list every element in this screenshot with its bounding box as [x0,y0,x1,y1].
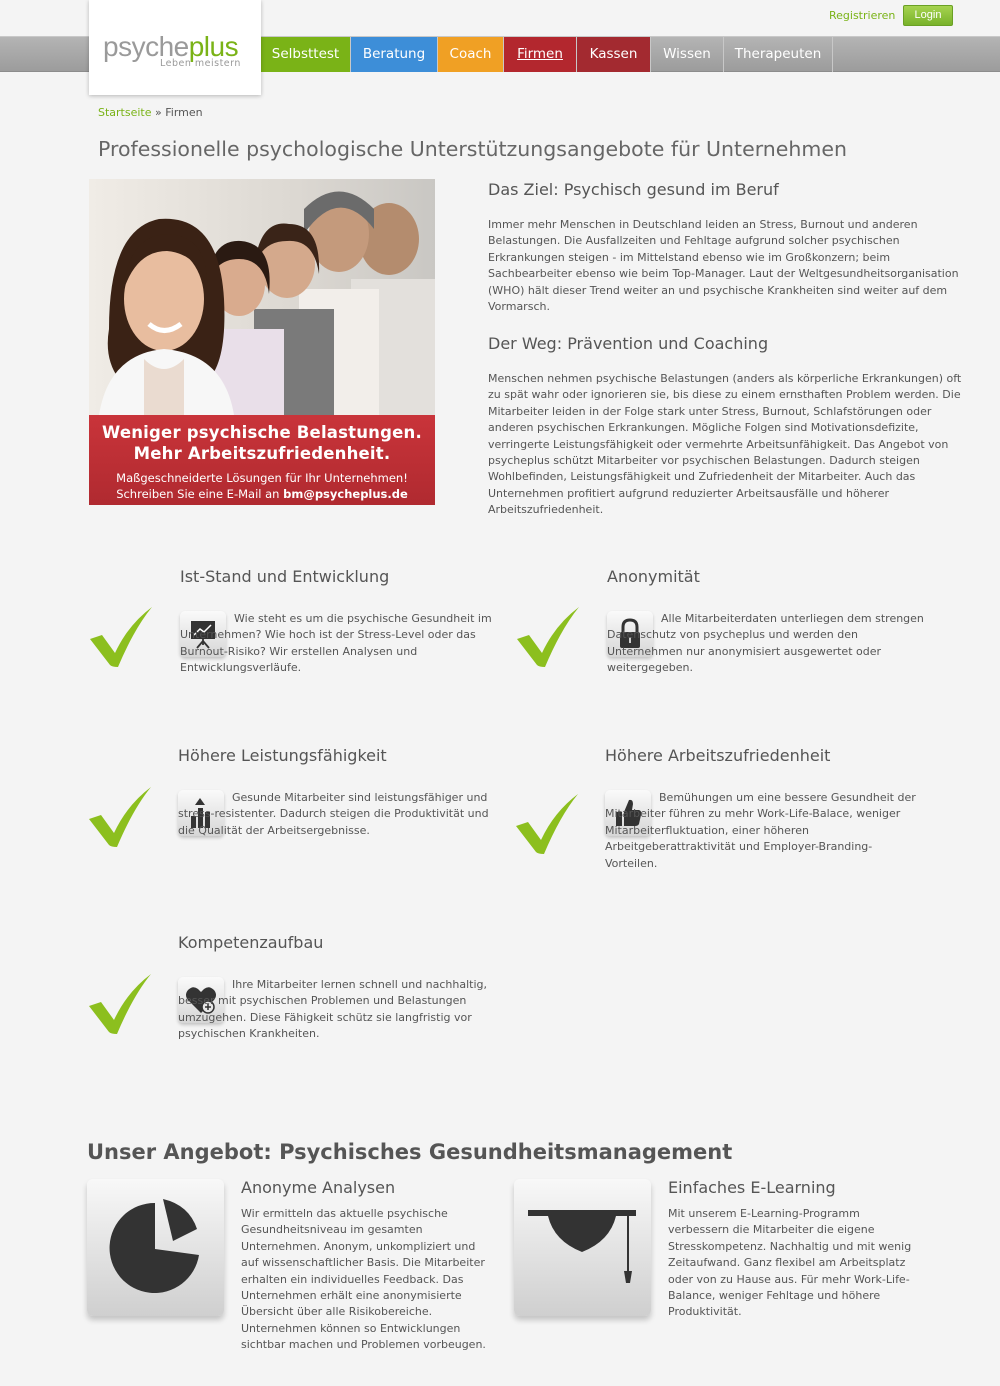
nav-item-coach[interactable] [438,37,504,72]
nav-label: Selbsttest [271,46,340,62]
hero-sub-prefix: Schreiben Sie eine E-Mail an [116,487,280,501]
checkmark-icon [88,605,156,669]
offer-heading: Unser Angebot: Psychisches Gesundheitsmanagement [87,1140,733,1164]
checkmark-icon [87,972,155,1036]
feature-text: Ihre Mitarbeiter lernen schnell und nachhaltig, besser mit psychischen Problemen und Belastungen umzugehen. Diese Fähigkeit schütz sie langfristig vor psychischen Krankheiten. [178,978,488,1041]
hero-headline [89,422,435,464]
login-button[interactable]: Login [903,5,953,26]
logo[interactable] [89,0,261,95]
nav-item-wissen[interactable] [651,37,724,72]
page-title: Professionelle psychologische Unterstützungsangebote für Unternehmen [98,137,847,161]
breadcrumb-separator: » [155,106,162,119]
hero-sub-line1: Maßgeschneiderte Lösungen für Ihr Unternehmen! [116,471,408,485]
nav-label: Kassen [589,46,638,62]
nav-label: Beratung [362,46,426,62]
nav-label: Wissen [663,46,711,62]
logo-right: plus [188,31,239,62]
checkmark-icon [514,792,582,856]
feature-text: Alle Mitarbeiterdaten unterliegen dem strengen Datenschutz von psycheplus und werden den Unternehmen nur anonymisiert ausgewertet oder weitergegeben. [607,612,924,675]
feature-title: Höhere Leistungsfähigkeit [178,746,387,765]
breadcrumb [98,106,203,119]
checkmark-icon [87,785,155,849]
way-text: Menschen nehmen psychische Belastungen (anders als körperliche Erkrankungen) oft zu spät wahr oder ignorieren sie, bis diese zu einem ernsthaften Problem werden. Die Mitarbeiter leiden in der Folge stark unter Stress, Burnout, Schlafstörungen oder anderen psychischen Erkrankungen. Mögliche Folgen sind Motivationsdefizite, verringerte Leistungsfähigkeit oder vermehrte Arbeitsunfähigkeit. Das Angebot von psycheplus schützt Mitarbeiter vor psychischen Belastungen. Dadurch steigen Wohlbefinden, Leistungsfähigkeit und Zufriedenheit der Mitarbeiter. Auch das Unternehmen profitiert aufgrund reduzierter Arbeitsausfälle und höherer Arbeitszufriedenheit. [488,372,962,517]
feature-text: Bemühungen um eine bessere Gesundheit der Mitarbeiter führen zu mehr Work-Life-Balace, weniger Mitarbeiterfluktuation, einer höheren Arbeitgeberattraktivität und Employer-Branding-Vorteilen. [605,791,916,870]
hero-email-link[interactable]: bm@psycheplus.de [283,487,408,501]
feature-title: Kompetenzaufbau [178,933,324,952]
goal-heading: Das Ziel: Psychisch gesund im Beruf [488,180,779,199]
goal-text: Immer mehr Menschen in Deutschland leiden an Stress, Burnout und anderen Belastungen. Die Ausfallzeiten und Fehltage aufgrund solcher psychischen Erkrankungen steigen - im Mittelstand ebenso wie im Großkonzern; beim Sachbearbeiter ebenso wie beim Top-Manager. Laut der Weltgesundheitsorganisation (WHO) hält dieser Trend weiter an und psychische Krankheiten sind weiter auf dem Vormarsch. [488,218,959,314]
hero-subtext [89,470,435,502]
hero-cta-banner [89,415,435,505]
hero-headline-line2: Mehr Arbeitszufriedenheit. [133,444,391,463]
register-link[interactable]: Registrieren [829,9,896,22]
nav-label: Firmen [517,46,563,62]
nav-item-therapeuten[interactable] [724,37,833,72]
nav-item-beratung[interactable] [351,37,438,72]
logo-tagline: Leben meistern [160,58,241,69]
nav-label: Coach [449,46,492,62]
nav-item-firmen[interactable] [504,37,577,72]
pie-chart-icon [87,1179,224,1316]
feature-title: Ist-Stand und Entwicklung [180,567,390,586]
team-photo [89,179,435,415]
logo-left: psyche [103,31,189,62]
nav-item-selbsttest[interactable] [261,37,351,72]
nav-item-kassen[interactable] [577,37,651,72]
checkmark-icon [515,605,583,669]
hero-sub-line2 [89,486,435,502]
way-heading: Der Weg: Prävention und Coaching [488,334,769,353]
offer-item-text: Mit unserem E-Learning-Programm verbessern die Mitarbeiter die eigene Stresskompetenz. Nachhaltig und mit wenig Zeitaufwand. Ganz flexibel am Arbeitsplatz oder von zu Hause aus. Für mehr Work-Life-Balance, weniger Fehltage und höhere Produktivität. [668,1207,912,1319]
offer-item-title: Einfaches E-Learning [668,1178,836,1197]
breadcrumb-home[interactable]: Startseite [98,106,152,119]
breadcrumb-current: Firmen [165,106,203,119]
offer-item-text: Wir ermitteln das aktuelle psychische Gesundheitsniveau im gesamten Unternehmen. Anonym, unkompliziert und auf wissenschaftlicher Basis. Die Mitarbeiter erhalten ein individuelles Feedback. Das Unternehmen erhält eine anonymisierte Übersicht über alle Risikobereiche. Unternehmen können so Entwicklungen sichtbar machen und Problemen vorbeugen. [241,1207,486,1352]
feature-title: Höhere Arbeitszufriedenheit [605,746,831,765]
offer-item-title: Anonyme Analysen [241,1178,396,1197]
graduation-cap-icon [514,1179,651,1316]
feature-text: Wie steht es um die psychische Gesundheit im Unternehmen? Wie hoch ist der Stress-Level oder das Burnout-Risiko? Wir erstellen Analysen und Entwicklungsverläufe. [180,612,492,675]
hero-headline-line1: Weniger psychische Belastungen. [102,423,422,442]
nav-label: Therapeuten [734,46,822,62]
hero-banner-image [89,179,435,505]
feature-text: Gesunde Mitarbeiter sind leistungsfähiger und stress-resistenter. Dadurch steigen die Produktivität und die Qualität der Arbeitsergebnisse. [178,791,489,837]
feature-title: Anonymität [607,567,700,586]
